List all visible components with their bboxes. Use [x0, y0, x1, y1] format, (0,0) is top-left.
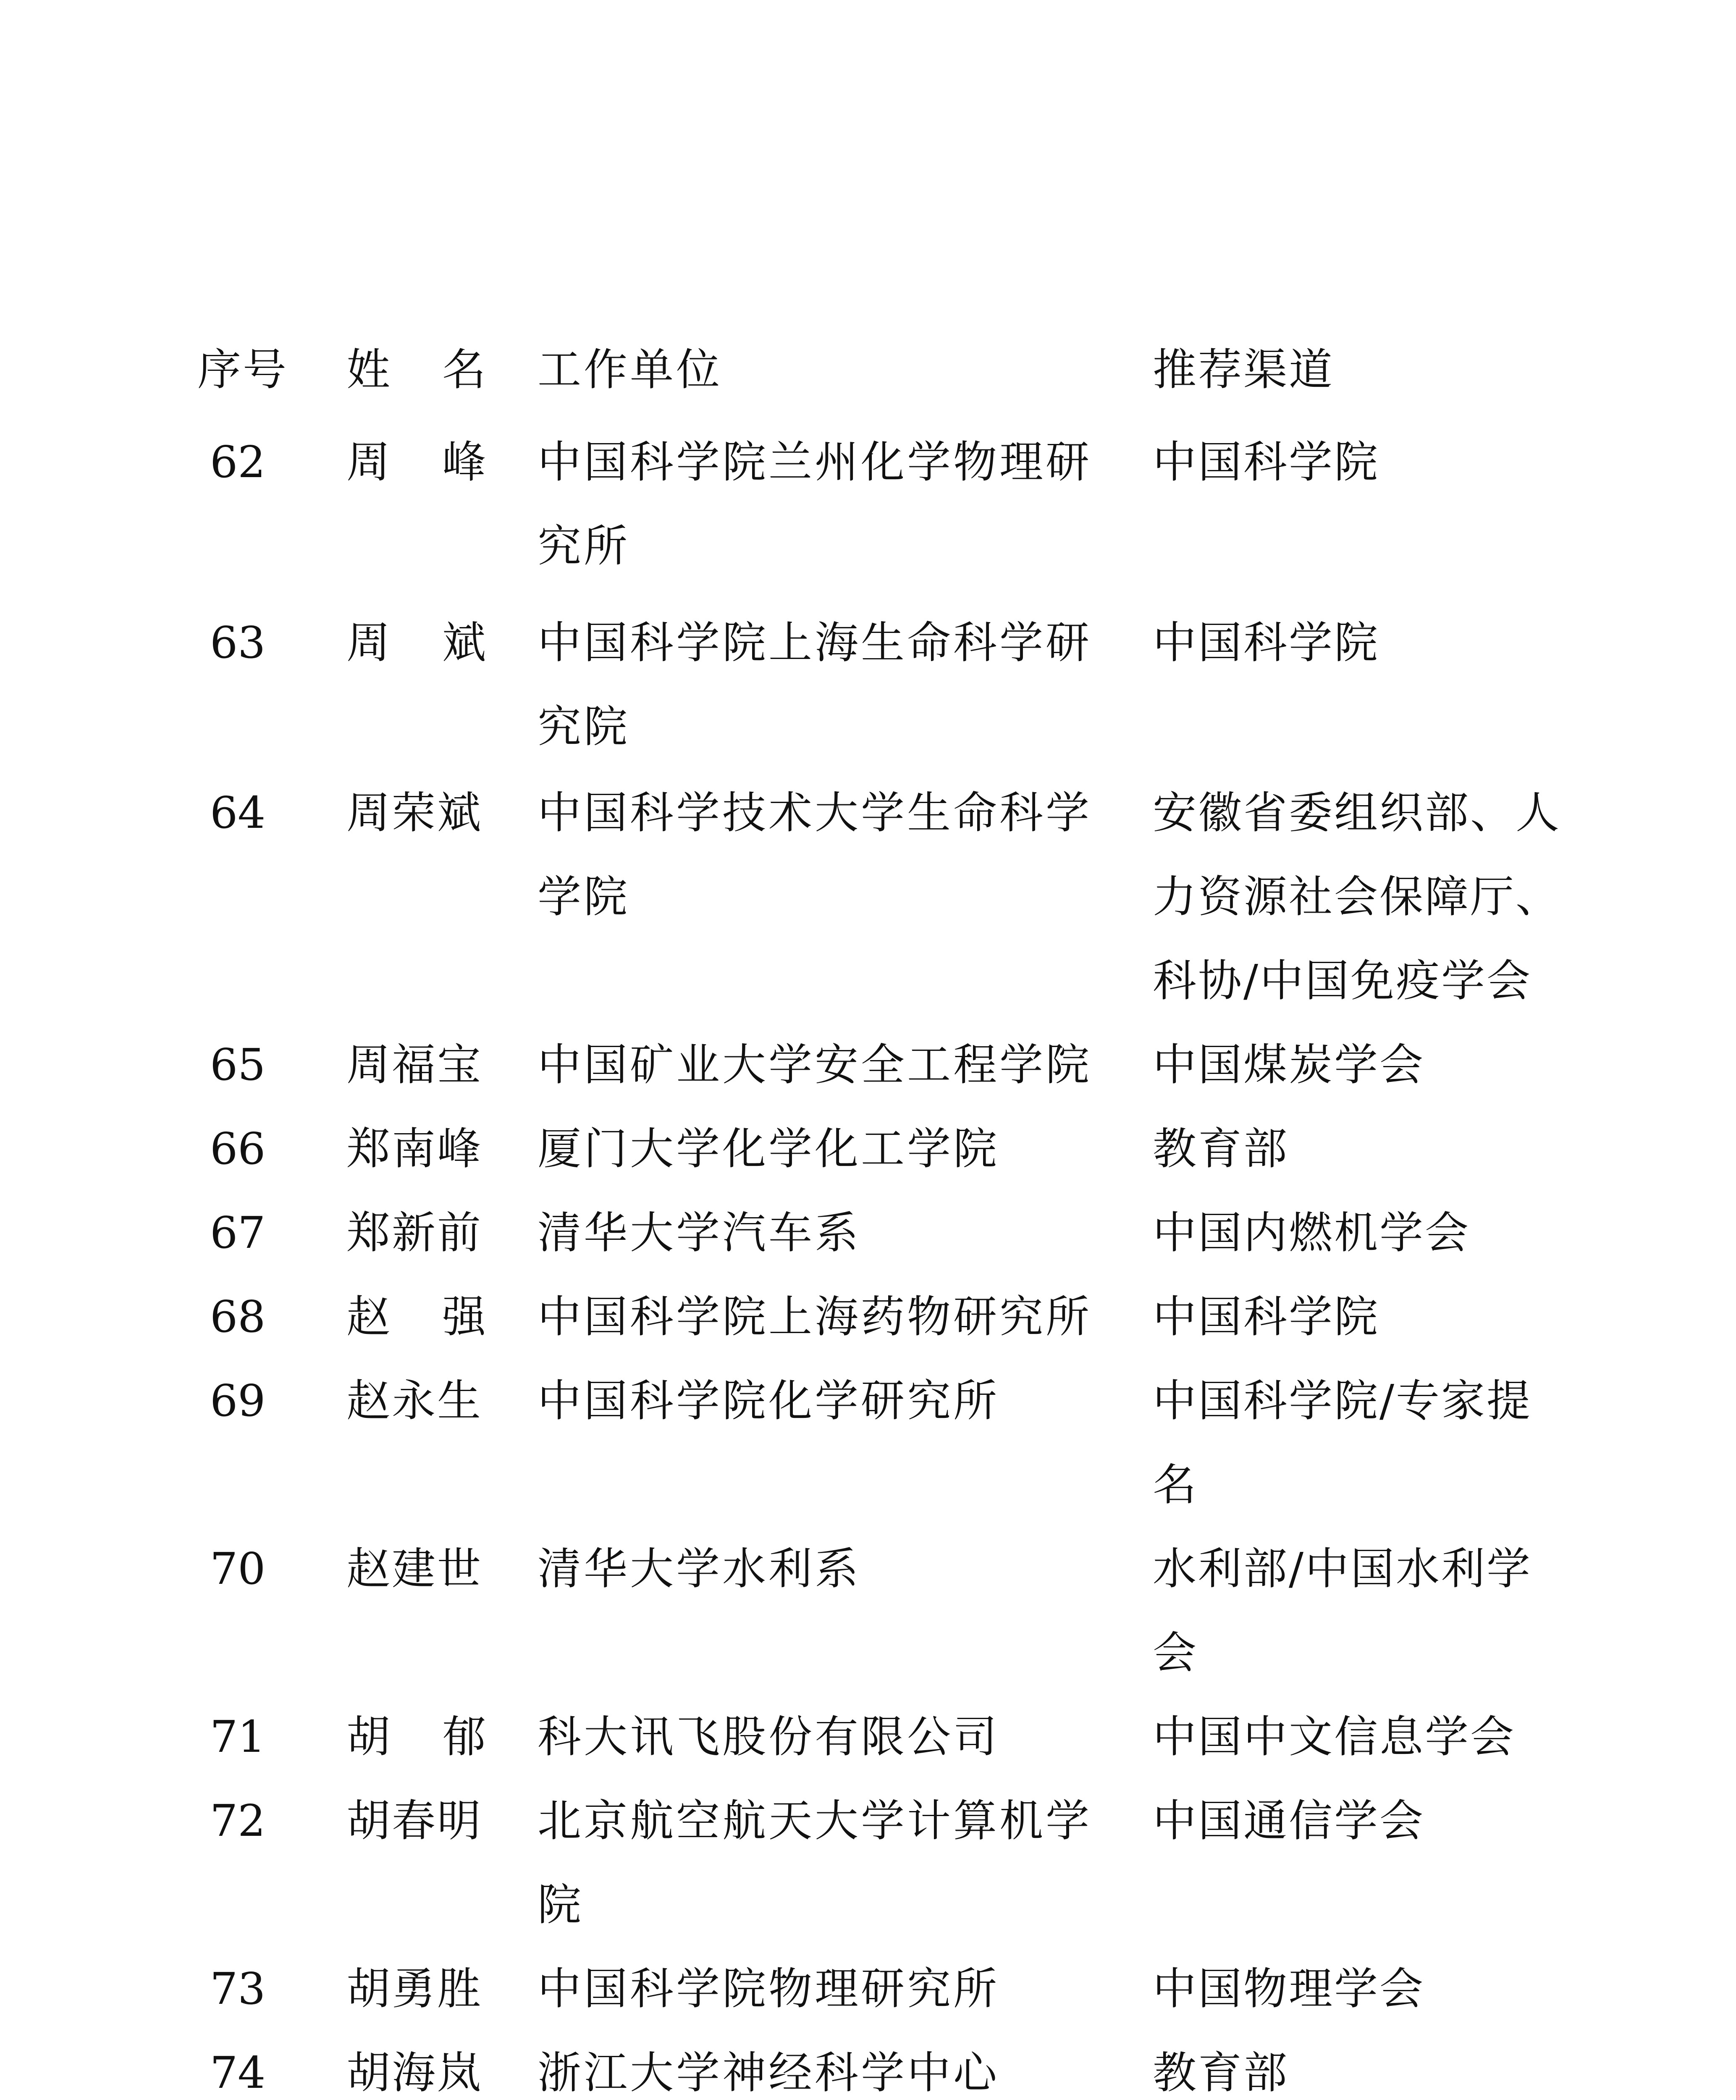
row-recommend-channel: 中国通信学会 — [1153, 1795, 1425, 1846]
row-work-unit: 中国矿业大学安全工程学院 — [538, 1039, 1092, 1090]
row-name-second-char: 强 — [442, 1291, 486, 1342]
row-name: 赵建世 — [346, 1543, 483, 1594]
row-name-first-char: 周 — [346, 436, 391, 488]
row-work-unit: 浙江大学神经科学中心 — [538, 2047, 1000, 2098]
row-name: 郑新前 — [346, 1207, 483, 1258]
row-work-unit: 科大讯飞股份有限公司 — [538, 1711, 1000, 1762]
row-recommend-channel: 中国科学院/专家提 名 — [1153, 1375, 1532, 1510]
row-name: 胡海岚 — [346, 2047, 483, 2098]
row-number: 68 — [210, 1291, 266, 1342]
row-name-second-char: 峰 — [442, 436, 486, 488]
row-number: 71 — [210, 1711, 266, 1762]
row-recommend-channel: 安徽省委组织部、人 力资源社会保障厅、 科协/中国免疫学会 — [1153, 787, 1561, 1006]
header-name-second-char: 名 — [442, 344, 486, 395]
row-number: 63 — [210, 617, 266, 668]
row-number: 62 — [210, 436, 266, 488]
row-work-unit: 北京航空航天大学计算机学 院 — [538, 1795, 1092, 1930]
row-name-second-char: 斌 — [442, 617, 486, 668]
row-work-unit: 中国科学院上海药物研究所 — [538, 1291, 1092, 1342]
row-name-first-char: 胡 — [346, 1711, 391, 1762]
row-recommend-channel: 中国物理学会 — [1153, 1963, 1425, 2014]
row-name-first-char: 周 — [346, 617, 391, 668]
row-work-unit: 厦门大学化学化工学院 — [538, 1123, 1000, 1174]
row-number: 70 — [210, 1543, 266, 1594]
row-name: 胡春明 — [346, 1795, 483, 1846]
row-recommend-channel: 教育部 — [1153, 2047, 1289, 2098]
row-recommend-channel: 中国科学院 — [1153, 436, 1380, 488]
row-work-unit: 中国科学院上海生命科学研 究院 — [538, 617, 1092, 752]
row-number: 66 — [210, 1123, 266, 1174]
row-work-unit: 中国科学院化学研究所 — [538, 1375, 1000, 1426]
row-name: 郑南峰 — [346, 1123, 483, 1174]
row-recommend-channel: 水利部/中国水利学 会 — [1153, 1543, 1532, 1678]
row-work-unit: 中国科学院兰州化学物理研 究所 — [538, 436, 1092, 572]
row-number: 73 — [210, 1963, 266, 2014]
row-number: 72 — [210, 1795, 266, 1846]
header-serial-number: 序号 — [197, 344, 288, 395]
row-work-unit: 清华大学水利系 — [538, 1543, 861, 1594]
row-recommend-channel: 中国科学院 — [1153, 617, 1380, 668]
row-recommend-channel: 中国科学院 — [1153, 1291, 1380, 1342]
header-work-unit: 工作单位 — [538, 344, 723, 395]
row-number: 65 — [210, 1039, 266, 1090]
row-name: 赵永生 — [346, 1375, 483, 1426]
row-recommend-channel: 中国内燃机学会 — [1153, 1207, 1471, 1258]
row-name: 胡勇胜 — [346, 1963, 483, 2014]
row-work-unit: 清华大学汽车系 — [538, 1207, 861, 1258]
row-name-second-char: 郁 — [442, 1711, 486, 1762]
header-recommend-channel: 推荐渠道 — [1153, 344, 1335, 395]
row-recommend-channel: 中国中文信息学会 — [1153, 1711, 1516, 1762]
row-number: 69 — [210, 1375, 266, 1426]
row-recommend-channel: 中国煤炭学会 — [1153, 1039, 1425, 1090]
header-name-first-char: 姓 — [346, 344, 391, 395]
row-number: 74 — [210, 2047, 266, 2098]
row-recommend-channel: 教育部 — [1153, 1123, 1289, 1174]
row-work-unit: 中国科学技术大学生命科学 学院 — [538, 787, 1092, 922]
row-number: 67 — [210, 1207, 266, 1258]
row-number: 64 — [210, 787, 266, 838]
row-name-first-char: 赵 — [346, 1291, 391, 1342]
row-name: 周荣斌 — [346, 787, 483, 838]
row-work-unit: 中国科学院物理研究所 — [538, 1963, 1000, 2014]
row-name: 周福宝 — [346, 1039, 483, 1090]
